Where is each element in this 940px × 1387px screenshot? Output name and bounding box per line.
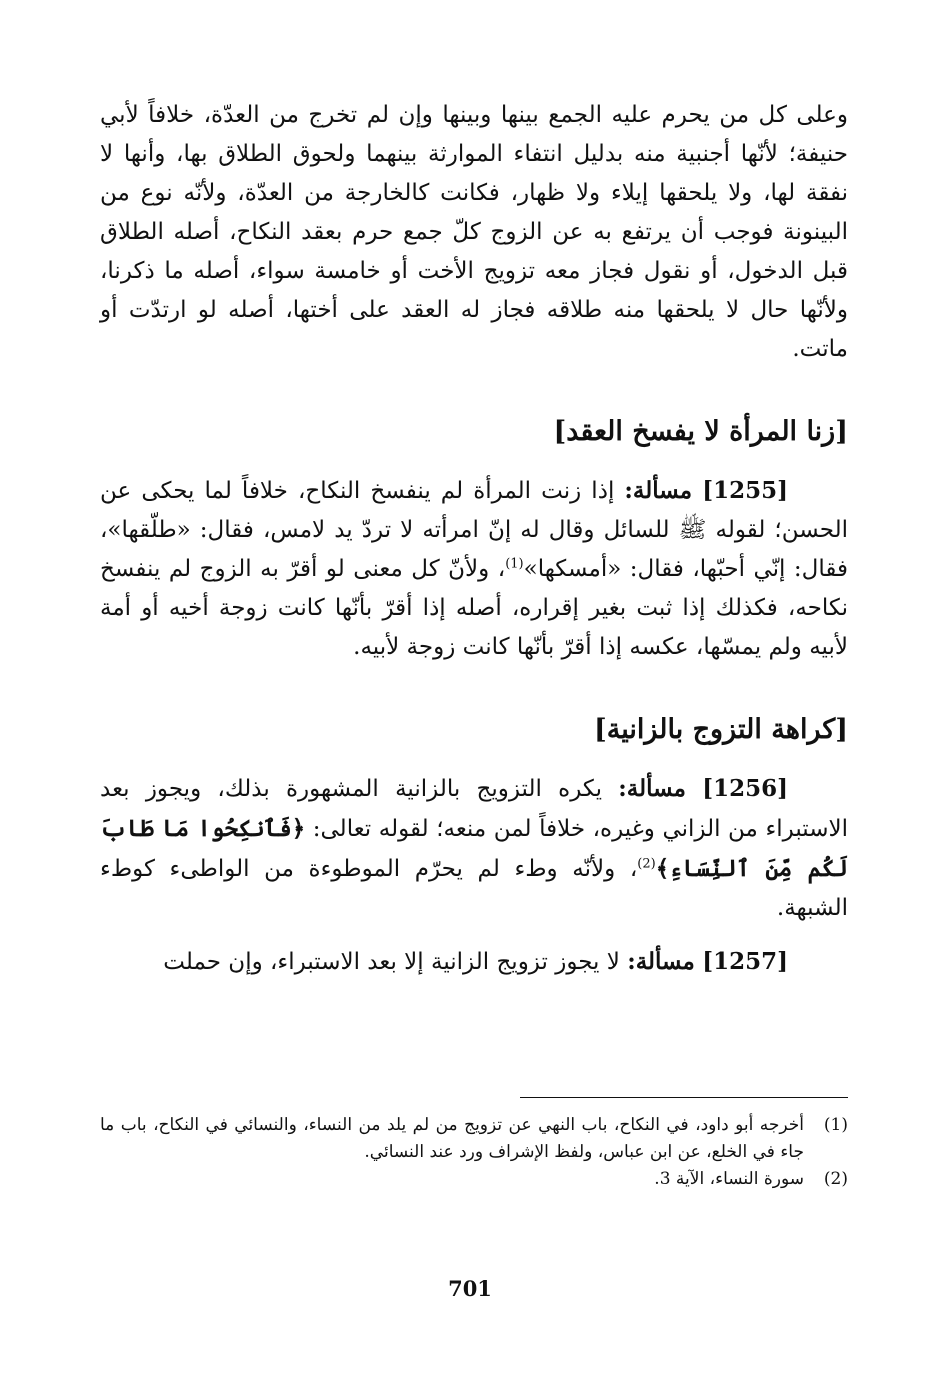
section-heading-2: [كراهة التزوج بالزانية] — [593, 714, 848, 745]
footnote-number: (1) — [823, 1115, 848, 1135]
footnote-number: (2) — [823, 1169, 848, 1189]
quran-verse: ﴿فَٱنكِحُوا مَا طَابَ لَكُم مِّنَ ٱلنِّسَاءِ﴾ — [100, 815, 849, 882]
issue-1256 — [100, 769, 848, 928]
issue-term: مسألة: — [624, 477, 693, 504]
issue-text-cont: ، ولأنّ كل معنى لو أقرّ به الزوج لم ينفسخ نكاحه، فكذلك إذا ثبت بغير إقراره، أصله إذا أقرّ بأنّها كانت زوجة أخيه أو أمة لأبيه ولم يمسّها، عكسه إذا أقرّ بأنّها كانت زوجة لأبيه. — [100, 556, 848, 660]
footnote-2 — [100, 1166, 848, 1193]
footnote-1 — [100, 1112, 848, 1166]
issue-1257 — [100, 942, 848, 982]
footnote-ref-2[interactable]: (2) — [637, 856, 656, 872]
footnote-ref-1[interactable]: (1) — [505, 556, 524, 572]
spacer — [100, 928, 848, 942]
issue-term: مسألة: — [618, 775, 686, 802]
main-text — [100, 96, 848, 982]
issue-text-cont: ، ولأنّه وطء لم يحرّم الموطوءة من الواطىء كوطء الشبهة. — [100, 856, 848, 921]
footnote-text: سورة النساء، الآية 3. — [654, 1169, 804, 1189]
issue-number: [1257] — [702, 948, 788, 975]
footnote-divider — [520, 1097, 848, 1098]
page-number: 701 — [448, 1276, 492, 1301]
issue-number: [1255] — [702, 477, 788, 504]
issue-text: إذا زنت المرأة لم ينفسخ النكاح، خلافاً لما يحكى عن الحسن؛ لقوله ﷺ للسائل وقال له إنّ امرأته لا تردّ يد لامس، فقال: «طلّقها»، فقال: إنّي أحبّها، فقال: «أمسكها» — [100, 478, 848, 582]
footnote-text: أخرجه أبو داود، في النكاح، باب النهي عن تزويج من لم يلد من النساء، والنسائي في النكاح، باب ما جاء في الخلع، عن ابن عباس، ولفظ الإشراف ورد عند النسائي. — [100, 1115, 804, 1162]
issue-term: مسألة: — [627, 948, 695, 975]
section-heading-1: [زنا المرأة لا يفسخ العقد] — [553, 416, 848, 447]
issue-number: [1256] — [702, 775, 788, 802]
issue-text: لا يجوز تزويج الزانية إلا بعد الاستبراء، وإن حملت — [163, 949, 628, 975]
intro-paragraph: وعلى كل من يحرم عليه الجمع بينها وبينها وإن لم تخرج من العدّة، خلافاً لأبي حنيفة؛ لأنّها أجنبية منه بدليل انتفاء الموارثة بينهما ولحوق الطلاق بها، وأنها لا نفقة لها، ولا يلحقها إيلاء ولا ظهار، فكانت كالخارجة من العدّة، ولأنّه نوع من البينونة فوجب أن يرتفع به عن الزوج كلّ جمع حرم بعقد النكاح، أصله الطلاق قبل الدخول، أو نقول فجاز معه تزويج الأخت أو خامسة سواء، أصله ما ذكرنا، ولأنّها حال لا يلحقها منه طلاقه فجاز له العقد على أختها، أصله لو ارتدّت أو ماتت. — [100, 102, 848, 362]
issue-text: يكره التزويج بالزانية المشهورة بذلك، ويجوز بعد الاستبراء من الزاني وغيره، خلافاً لمن منعه؛ لقوله تعالى: — [100, 776, 849, 842]
footnotes — [100, 1112, 848, 1193]
issue-1255 — [100, 471, 848, 667]
